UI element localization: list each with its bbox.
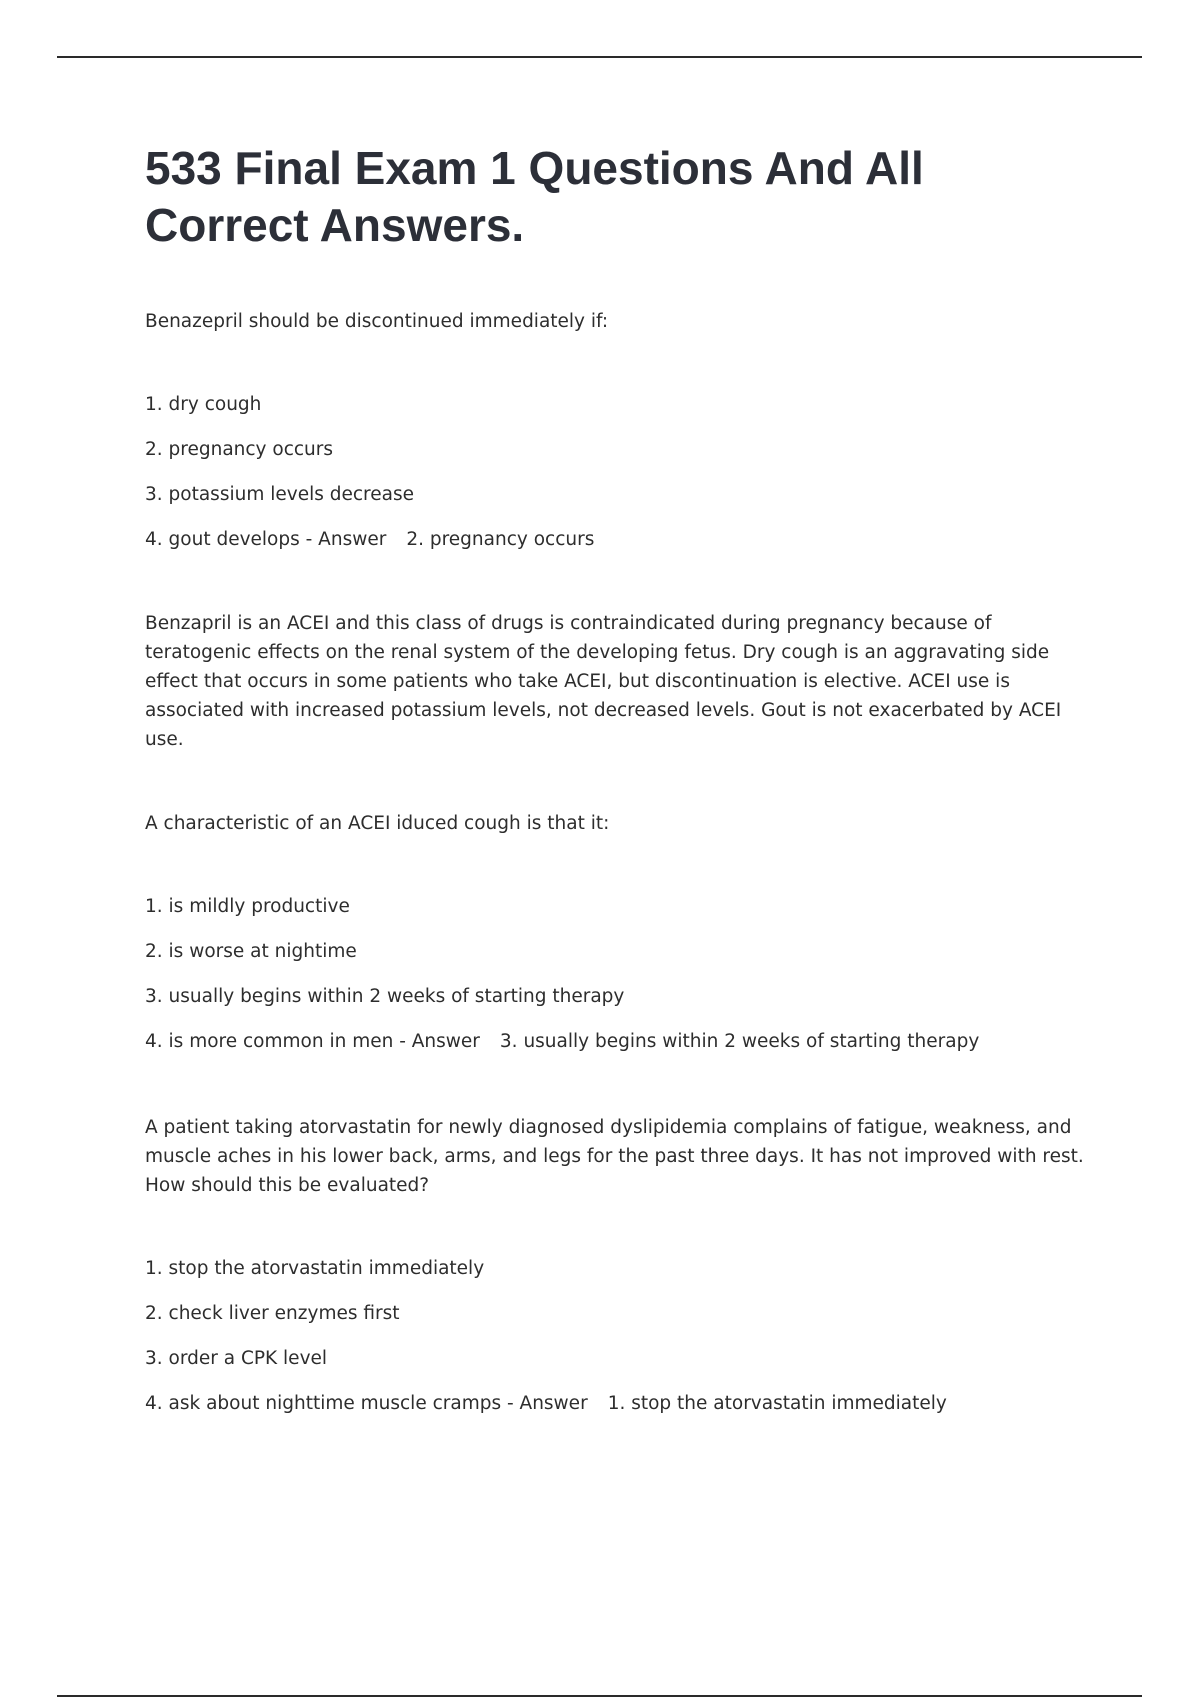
question-3-option-2: 2. check liver enzymes first bbox=[145, 1303, 400, 1324]
question-1-option-4 bbox=[145, 529, 1095, 551]
question-2-option-3: 3. usually begins within 2 weeks of starting therapy bbox=[145, 986, 625, 1007]
top-rule bbox=[57, 56, 1142, 58]
question-2-options bbox=[145, 896, 1095, 1053]
question-1-options bbox=[145, 394, 1095, 551]
question-1-option-2: 2. pregnancy occurs bbox=[145, 439, 334, 460]
bottom-rule bbox=[57, 1695, 1142, 1697]
question-1-explanation: Benzapril is an ACEI and this class of drugs is contraindicated during pregnancy because of teratogenic effects on the renal system of the developing fetus. Dry cough is an aggravating side effect that occurs in some patients who take ACEI, but discontinuation is elective. ACEI use is associated with increased potassium levels, not decreased levels. Gout is not exacerbated by ACEI use. bbox=[145, 613, 1062, 750]
question-3-option-1: 1. stop the atorvastatin immediately bbox=[145, 1258, 485, 1279]
question-3-prompt: A patient taking atorvastatin for newly diagnosed dyslipidemia complains of fatigue, weakness, and muscle aches in his lower back, arms, and legs for the past three days. It has not improved with rest. How should this be evaluated? bbox=[145, 1117, 1084, 1196]
question-2-option-4-label: 4. is more common in men - Answer bbox=[145, 1031, 480, 1052]
question-3-option-4-label: 4. ask about nighttime muscle cramps - Answer bbox=[145, 1393, 588, 1414]
question-1-answer: 2. pregnancy occurs bbox=[406, 529, 595, 550]
question-3-option-4 bbox=[145, 1393, 1095, 1415]
question-2-option-1: 1. is mildly productive bbox=[145, 896, 350, 917]
question-2-prompt: A characteristic of an ACEI iduced cough is that it: bbox=[145, 813, 610, 834]
question-2-answer: 3. usually begins within 2 weeks of starting therapy bbox=[499, 1031, 980, 1052]
question-1-option-4-label: 4. gout develops - Answer bbox=[145, 529, 387, 550]
question-3-option-3: 3. order a CPK level bbox=[145, 1348, 328, 1369]
question-3-options bbox=[145, 1258, 1095, 1415]
question-1-prompt: Benazepril should be discontinued immediately if: bbox=[145, 311, 609, 332]
question-1-option-1: 1. dry cough bbox=[145, 394, 262, 415]
question-2-option-2: 2. is worse at nightime bbox=[145, 941, 357, 962]
question-2-option-4 bbox=[145, 1031, 1095, 1053]
question-1-option-3: 3. potassium levels decrease bbox=[145, 484, 414, 505]
document-title: 533 Final Exam 1 Questions And All Correct Answers. bbox=[145, 142, 924, 251]
question-3-answer: 1. stop the atorvastatin immediately bbox=[607, 1393, 947, 1414]
document-content bbox=[145, 140, 1095, 1415]
